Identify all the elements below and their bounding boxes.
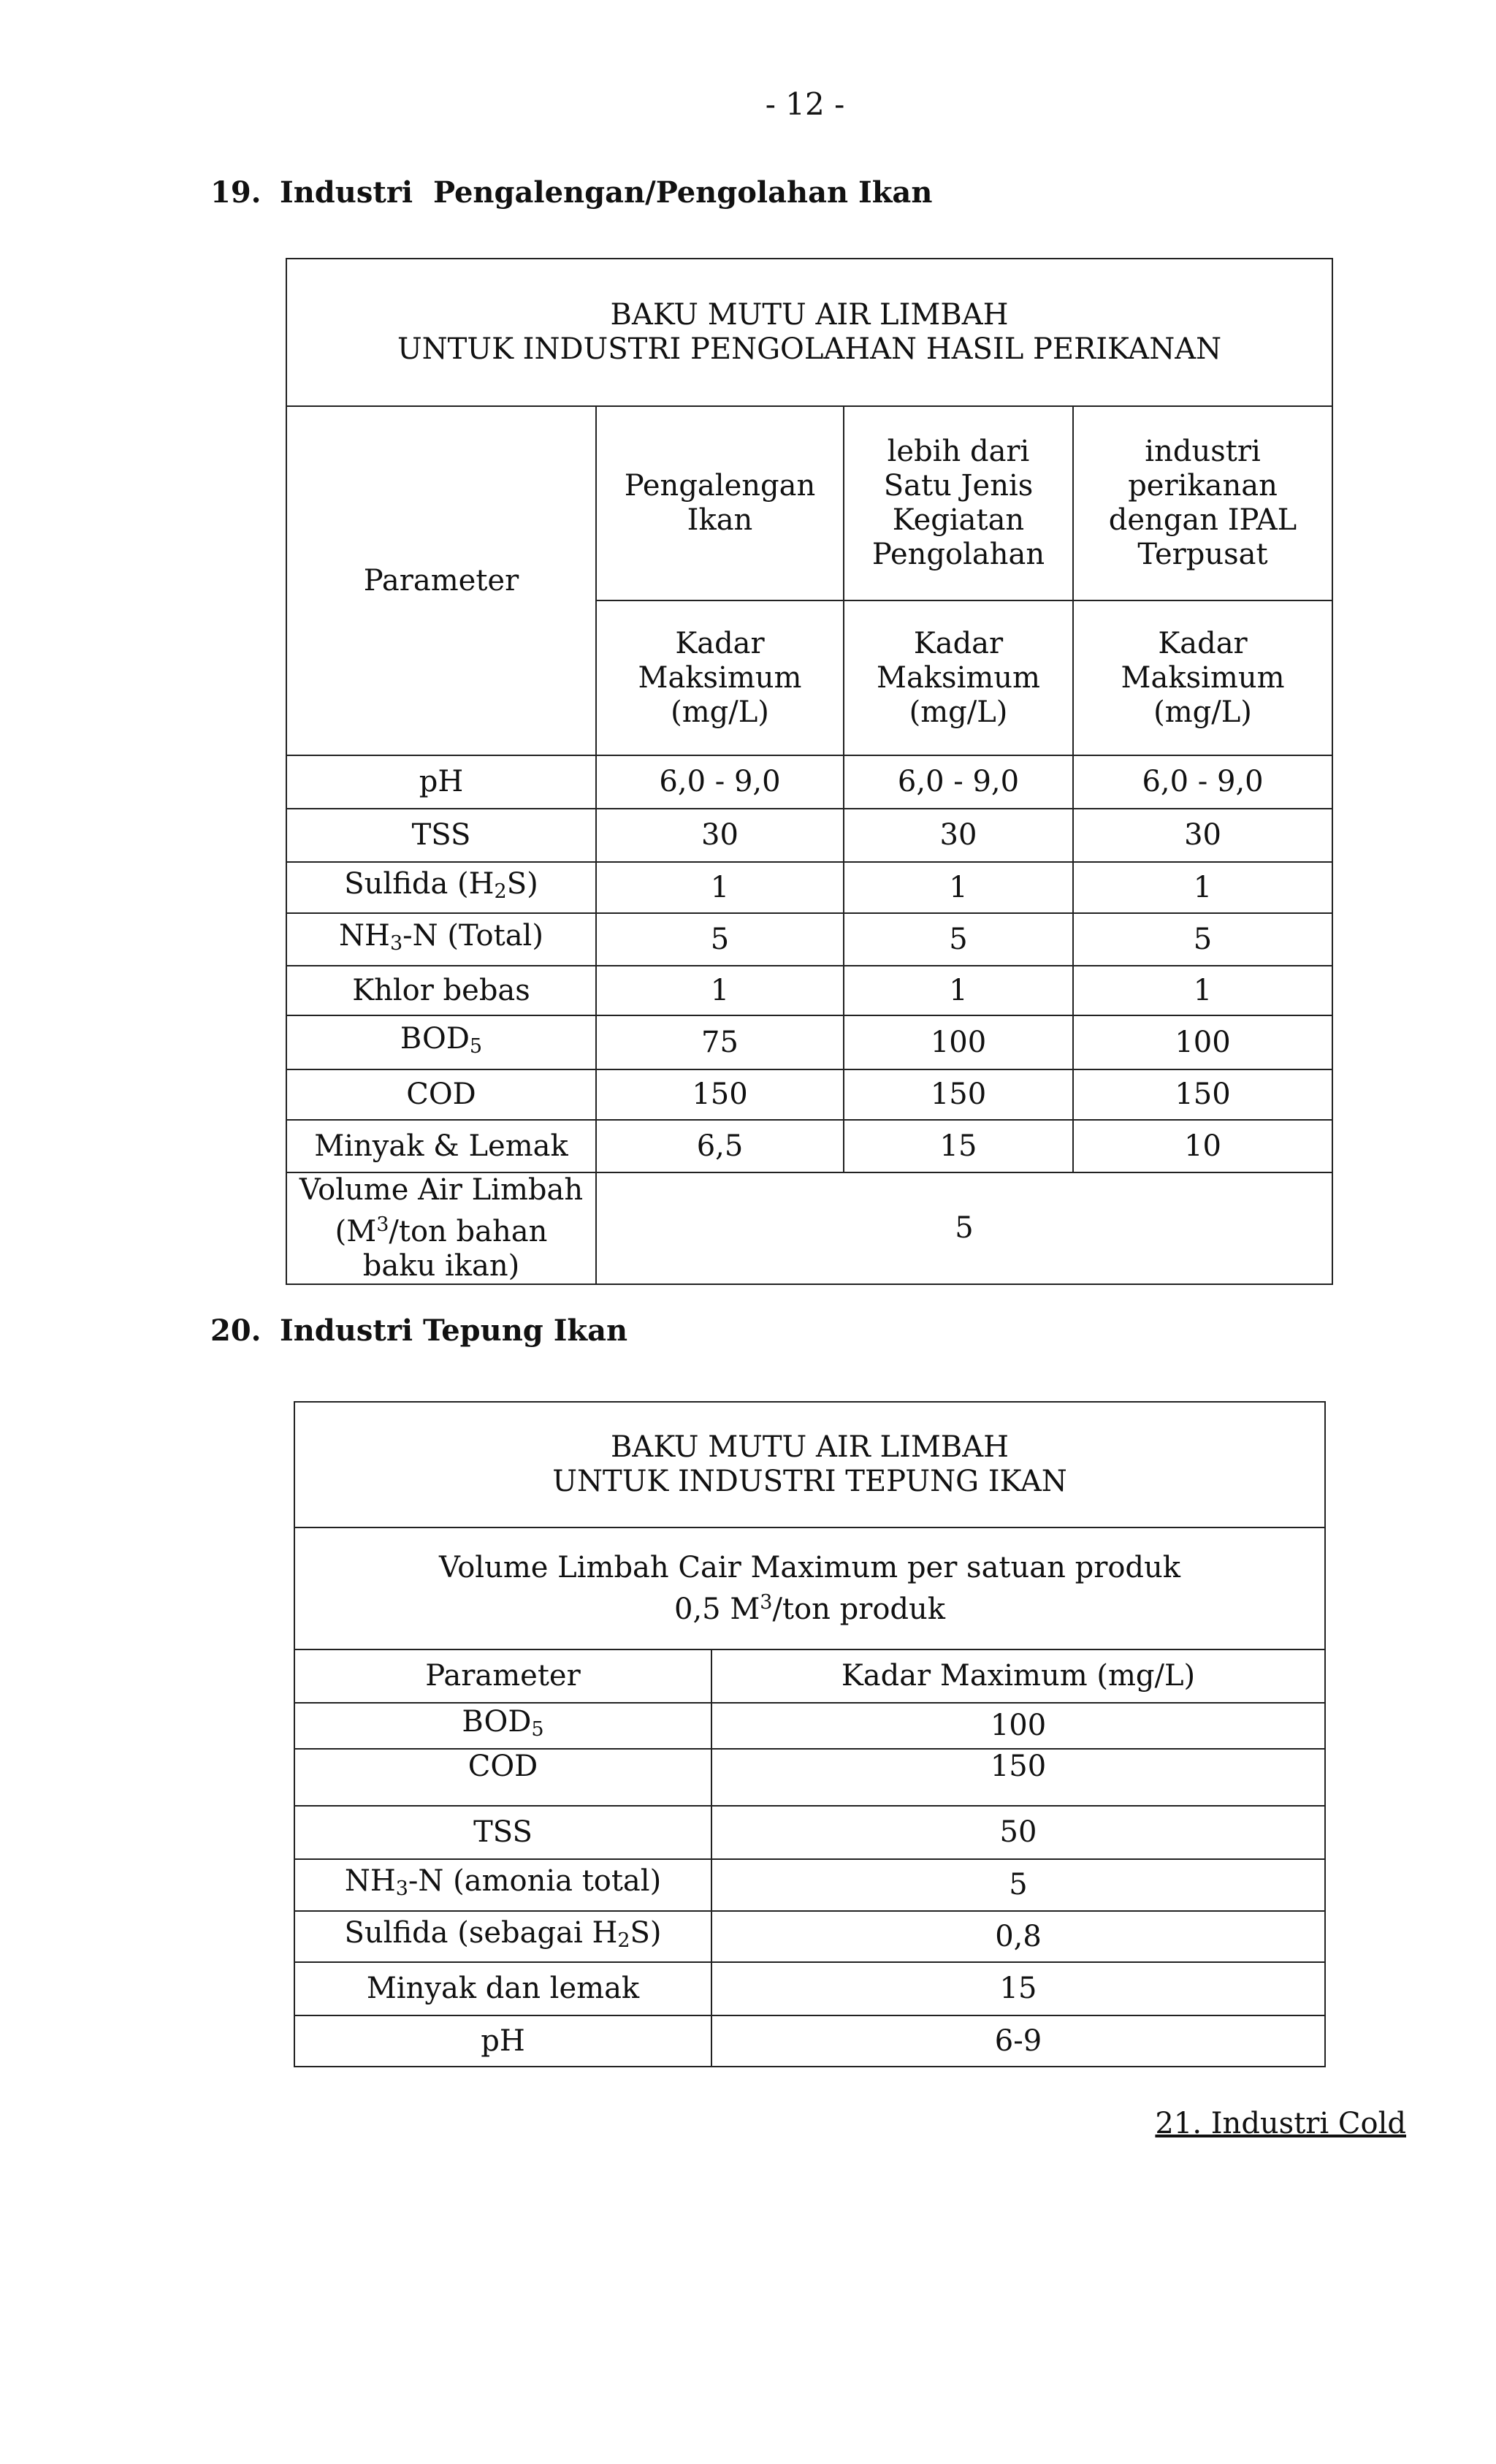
table1-unit-header [596, 600, 844, 755]
section-19-number: 19. [210, 175, 262, 210]
unit-line: Maksimum [638, 660, 802, 695]
table2-caption [294, 1402, 1325, 1527]
col3-line: Terpusat [1137, 538, 1268, 571]
volume-spec-line [299, 1585, 1320, 1627]
value-cell: 0,8 [711, 1911, 1325, 1962]
volume-text: /ton produk [772, 1592, 946, 1626]
value-cell: 150 [844, 1069, 1073, 1120]
unit-line: Kadar [913, 626, 1004, 660]
table-row [286, 1120, 1332, 1172]
table-row [294, 1749, 1325, 1806]
param-cell: COD [294, 1749, 711, 1806]
section-20-heading [210, 1313, 627, 1348]
value-cell: 100 [844, 1015, 1073, 1069]
unit-line: Maksimum [1121, 660, 1285, 695]
page-number: - 12 - [765, 86, 845, 122]
section-19-heading [210, 175, 932, 210]
volume-line: Volume Air Limbah [299, 1173, 584, 1207]
col2-line: Satu Jenis [883, 469, 1034, 503]
param-cell: pH [294, 2015, 711, 2067]
section-20-title: Industri Tepung Ikan [280, 1313, 628, 1348]
col3-line: industri [1145, 435, 1261, 468]
param-text: BOD [462, 1705, 532, 1739]
value-cell: 150 [711, 1749, 1325, 1806]
table-tepung-ikan [294, 1401, 1326, 2067]
param-cell: pH [286, 755, 596, 809]
value-cell: 30 [596, 809, 844, 862]
param-text: -N (Total) [402, 918, 543, 953]
param-text: Sulfida (H [344, 866, 495, 901]
table-pengolahan-hasil-perikanan [286, 258, 1333, 1285]
value-cell: 5 [844, 913, 1073, 966]
value-cell: 6,0 - 9,0 [844, 755, 1073, 809]
table-row [294, 1859, 1325, 1911]
table-row [286, 913, 1332, 966]
table-row [294, 1911, 1325, 1962]
param-cell [286, 913, 596, 966]
param-cell [294, 1911, 711, 1962]
param-cell: TSS [294, 1806, 711, 1859]
unit-line: Kadar [675, 626, 765, 660]
table2-value-header: Kadar Maximum (mg/L) [711, 1649, 1325, 1703]
section-19-title: Industri Pengalengan/Pengolahan Ikan [280, 175, 933, 210]
table2-param-header: Parameter [294, 1649, 711, 1703]
table1-caption-line2: UNTUK INDUSTRI PENGOLAHAN HASIL PERIKANAN [397, 332, 1222, 366]
value-cell: 6,5 [596, 1120, 844, 1172]
value-cell: 100 [1073, 1015, 1332, 1069]
col3-line: dengan IPAL [1108, 503, 1297, 537]
value-cell: 5 [711, 1859, 1325, 1911]
volume-line [291, 1208, 591, 1249]
next-page-continuation: 21. Industri Cold [1155, 2107, 1406, 2140]
unit-line: Kadar [1158, 626, 1248, 660]
unit-line: (mg/L) [671, 695, 769, 729]
col2-line: Kegiatan [892, 503, 1025, 537]
unit-line: (mg/L) [909, 695, 1008, 729]
table1-col2-header [844, 406, 1073, 600]
param-cell [286, 862, 596, 913]
col1-line: Ikan [687, 503, 753, 537]
table-row [294, 1806, 1325, 1859]
table1-caption-line1: BAKU MUTU AIR LIMBAH [610, 298, 1009, 332]
table-row [286, 809, 1332, 862]
param-cell [286, 1015, 596, 1069]
table-row [286, 862, 1332, 913]
param-subscript: 3 [389, 931, 403, 955]
value-cell: 5 [596, 913, 844, 966]
table1-unit-header [1073, 600, 1332, 755]
param-subscript: 5 [531, 1718, 544, 1741]
param-cell: Minyak dan lemak [294, 1962, 711, 2015]
param-text: Sulfida (sebagai H [344, 1915, 618, 1950]
value-cell: 5 [1073, 913, 1332, 966]
col2-line: Pengolahan [871, 538, 1045, 571]
section-20-number: 20. [210, 1313, 262, 1348]
volume-text: 0,5 M [674, 1592, 760, 1626]
value-cell: 30 [1073, 809, 1332, 862]
param-subscript: 3 [395, 1877, 408, 1900]
value-cell: 10 [1073, 1120, 1332, 1172]
value-cell: 15 [844, 1120, 1073, 1172]
value-cell: 150 [1073, 1069, 1332, 1120]
volume-line: baku ikan) [362, 1249, 520, 1283]
value-cell: 150 [596, 1069, 844, 1120]
param-cell: Minyak & Lemak [286, 1120, 596, 1172]
volume-param-cell [286, 1172, 596, 1284]
value-cell: 15 [711, 1962, 1325, 2015]
table-row [286, 1069, 1332, 1120]
param-subscript: 2 [494, 880, 507, 903]
table2-volume-spec [294, 1527, 1325, 1649]
param-text: -N (amonia total) [408, 1864, 662, 1898]
param-cell [294, 1703, 711, 1749]
value-cell: 50 [711, 1806, 1325, 1859]
param-subscript: 2 [617, 1929, 630, 1952]
value-cell: 1 [844, 966, 1073, 1015]
param-text: NH [344, 1864, 396, 1898]
volume-text: /ton bahan [389, 1215, 548, 1248]
col3-line: perikanan [1128, 469, 1278, 503]
volume-text: (M [335, 1215, 377, 1248]
table-row [286, 966, 1332, 1015]
param-text: S) [506, 866, 538, 901]
table1-col1-header [596, 406, 844, 600]
table2-caption-line1: BAKU MUTU AIR LIMBAH [611, 1430, 1009, 1464]
table-row [286, 1172, 1332, 1284]
value-cell: 1 [596, 862, 844, 913]
table1-unit-header [844, 600, 1073, 755]
param-cell: Khlor bebas [286, 966, 596, 1015]
param-cell: TSS [286, 809, 596, 862]
value-cell: 1 [1073, 966, 1332, 1015]
volume-superscript: 3 [376, 1213, 389, 1236]
value-cell: 30 [844, 809, 1073, 862]
value-cell: 6-9 [711, 2015, 1325, 2067]
volume-value-cell: 5 [596, 1172, 1332, 1284]
table1-col3-header [1073, 406, 1332, 600]
volume-superscript: 3 [760, 1590, 773, 1614]
unit-line: (mg/L) [1153, 695, 1252, 729]
value-cell: 75 [596, 1015, 844, 1069]
table1-param-header: Parameter [286, 406, 596, 755]
volume-spec-line: Volume Limbah Cair Maximum per satuan produk [438, 1550, 1181, 1584]
table-row [294, 2015, 1325, 2067]
table-row [294, 1962, 1325, 2015]
value-cell: 1 [1073, 862, 1332, 913]
param-text: S) [630, 1915, 662, 1950]
col1-line: Pengalengan [624, 469, 816, 503]
value-cell: 1 [596, 966, 844, 1015]
table1-caption [286, 259, 1332, 406]
col2-line: lebih dari [887, 435, 1030, 468]
table-row [286, 1015, 1332, 1069]
value-cell: 100 [711, 1703, 1325, 1749]
table2-caption-line2: UNTUK INDUSTRI TEPUNG IKAN [552, 1465, 1067, 1498]
param-cell [294, 1859, 711, 1911]
param-text: NH [339, 918, 390, 953]
param-cell: COD [286, 1069, 596, 1120]
table-row [286, 755, 1332, 809]
value-cell: 6,0 - 9,0 [1073, 755, 1332, 809]
value-cell: 1 [844, 862, 1073, 913]
unit-line: Maksimum [877, 660, 1040, 695]
param-subscript: 5 [469, 1034, 483, 1058]
value-cell: 6,0 - 9,0 [596, 755, 844, 809]
param-text: BOD [400, 1021, 470, 1056]
table-row [294, 1703, 1325, 1749]
